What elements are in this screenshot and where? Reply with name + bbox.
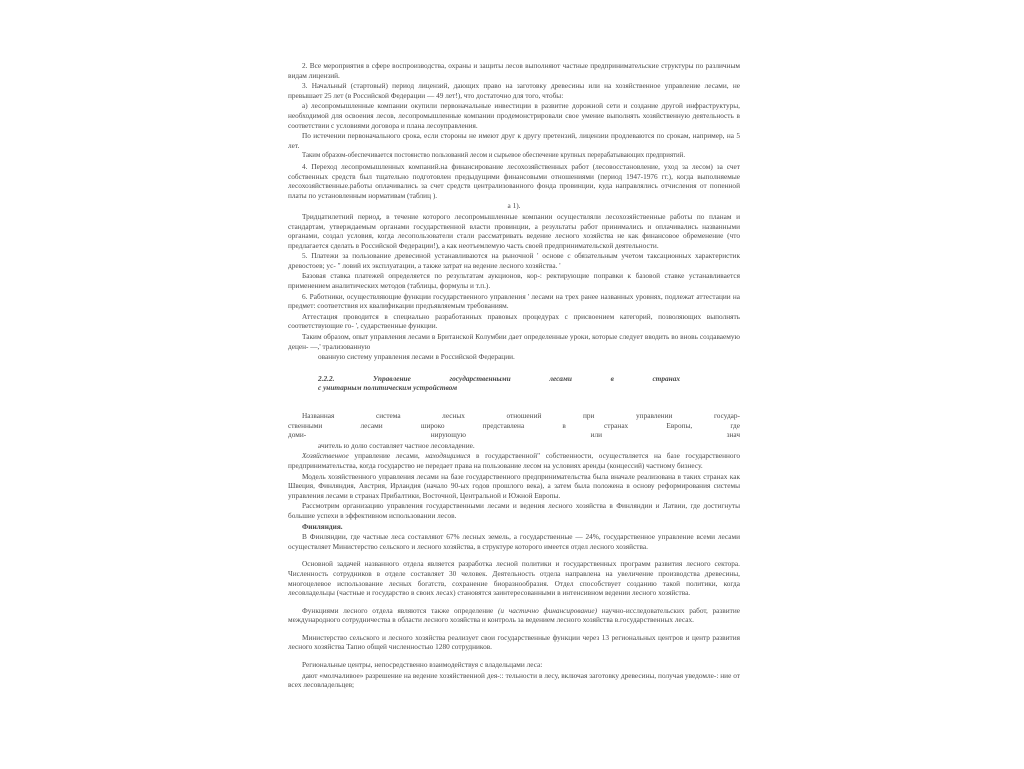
- paragraph: Таким образом-обеспечивается постоянство пользований лесом и сырьевое обеспечение крупных перерабатывающих предприятий.: [302, 152, 686, 160]
- paragraph: Региональные центры, непосредственно взаимодействуя с владельцами леса:: [302, 660, 543, 670]
- heading-word: странах: [652, 373, 680, 383]
- text: научно-исследовательских работ, развитие международного сотрудничества в области лесного хозяйства и контроль за ведением лесного хозяйства в.государственных лесах.: [288, 605, 740, 625]
- document-page: [288, 61, 740, 691]
- paragraph: 5. Платежи за пользование древесиной устанавливаются на рыночной ' основе с обязательным учетом таксационных характеристик древостоев; ус- " ловий их эксплуатации, а также затрат на ведение лесного хозяйства. ': [288, 251, 740, 270]
- text: в государственной" собственности, осуществляется на базе государственного предпринимательства, когда государство не передает права на пользование лесом на условиях аренды (концессий) частному бизнесу.: [288, 451, 740, 470]
- paragraph: 2. Все мероприятия в сфере воспроизводства, охраны и защиты лесов выполняют частные предпринимательские структуры по различным видам лицензий.: [288, 61, 740, 80]
- emphasis: находящимися: [425, 451, 471, 461]
- paragraph: Аттестация проводится в специально разработанных правовых процедурах с присвоением категорий, позволяющих выполнять соответствующие го- ', сударственные функции.: [288, 311, 740, 331]
- paragraph: а) лесопромышленные компании окупили первоначальные инвестиции в развитие дорожной сети и создание другой инфраструктуры, необходимой для освоения лесов, лесопромышленные компании продемонстрировали свое умение выполнять хозяйственную деятельность в соответствии с условиями договора и плана лесоуправления.: [288, 101, 740, 130]
- paragraph: ованную систему управления лесами в Российской Федерации.: [318, 352, 515, 362]
- paragraph: По истечении первоначального срока, если стороны не имеют друг к другу претензий, лицензии продлеваются по срокам, например, на 5 лет.: [288, 131, 740, 150]
- paragraph: [288, 451, 740, 470]
- paragraph: Названная система лесных отношений при управлении государ- ственными лесами широко представлена в странах Европы, где доми- нирующую или знач: [288, 411, 740, 440]
- paragraph: Основной задачей названного отдела является разработка лесной политики и государственных программ развития лесного сектора. Численность сотрудников в отделе составляет 30 человек. Деятельность отдела направлена на увеличение производства древесины, многоцелевое использование лесных богатств, сохранение биоразнообразия. Отдел способствует созданию такой политики, когда лесовладельцы (частные и государство в своих лесах) становятся заинтересованными в интенсивном ведении лесного хозяйства.: [288, 559, 740, 598]
- paragraph: Тридцатилетний период, в течение которого лесопромышленные компании осуществляли лесохозяйственные работы по планам и стандартам, утверждаемым органами государственной власти провинции, а результаты работ принимались и оплачивались названными органами, создал условия, когда лесопользователи стали рассматривать ведение лесного хозяйства не как финансовое обременение (что предлагается сделать в Российской Федерации!), а как неотъемлемую часть своей предпринимательской деятельности.: [288, 211, 740, 250]
- paragraph: Модель хозяйственного управления лесами на базе государственного предпринимательства была вначале реализована в таких странах как Швеция, Финляндия, Австрия, Ирландия (начало 90-ых годов прошлого века), а затем была положена в основу реформирования системы управления лесами в странах Прибалтики, Восточной, Центральной и Южной Европы.: [288, 471, 740, 500]
- paragraph: а 1).: [507, 201, 521, 211]
- section-heading: [288, 374, 740, 393]
- paragraph: 6. Работники, осуществляющие функции государственного управления ' лесами на трех ранее названных уровнях, подлежат аттестации на предмет: соответствия их квалификации предъявляемым требованиям.: [288, 291, 740, 311]
- paragraph: ачитель ю долю составляет частное лесовладение.: [318, 440, 475, 450]
- paragraph: Таким образом, опыт управления лесами в Британской Колумбии дает определенные уроки, которые следует вводить во вновь создаваемую децен- —,' трализованную: [288, 332, 740, 351]
- paragraph: 3. Начальный (стартовый) период лицензий, дающих право на заготовку древесины или на хозяйственное управление лесами, не превышает 25 лет (в Российской Федерации — 49 лет!), что достаточно для того, чтобы:: [288, 81, 740, 100]
- subheading-finland: Финляндия.: [302, 521, 343, 531]
- paragraph: Рассмотрим организацию управления государственными лесами и ведения лесного хозяйства в Финляндии и Латвии, где достигнуты большие успехи в эффективном использовании лесов.: [288, 501, 740, 520]
- text: управление лесами,: [348, 451, 426, 461]
- text: Функциями лесного отдела являются также определение: [302, 605, 498, 615]
- emphasis: (и частично финансирование): [497, 605, 598, 615]
- paragraph: дают «молчаливое» разрешение на ведение хозяйственной дея-:: тельности в лесу, включая заготовку древесины, получая уведомле-: ние от всех лесовладельцев;: [288, 670, 740, 690]
- emphasis: Хозяйственное: [302, 451, 349, 461]
- heading-word: лесами: [549, 373, 572, 383]
- paragraph: Министерство сельского и лесного хозяйства реализует свои государственные функции через 13 региональных центров и центр развития лесного хозяйства Тапио общей численностью 1280 сотрудников.: [288, 632, 740, 652]
- paragraph: Базовая ставка платежей определяется по результатам аукционов, кор-: ректирующие поправки к базовой ставке устанавливается применением аналитических методов (таблицы, формулы и т.п.).: [288, 271, 740, 291]
- paragraph: В Финляндии, где частные леса составляют 67% лесных земель, а государственные — 24%, государственное управление всеми лесами осуществляет Министерство сельского и лесного хозяйства, в структуре которого имеется отдел лесного хозяйства.: [288, 532, 740, 551]
- heading-line-2: с унитарным политическим устройством: [318, 383, 458, 393]
- heading-number: 2.2.2.: [318, 373, 335, 383]
- heading-word: Управление: [373, 373, 411, 383]
- heading-word: государственными: [449, 373, 511, 383]
- heading-word: в: [610, 373, 614, 383]
- paragraph: [288, 606, 740, 625]
- paragraph: 4. Переход лесопромышленных компаний.на финансирование лесохозяйственных работ (лесовосстановление, уход за лесом) за счет собственных средств был тщательно подготовлен предыдущими финансовыми отношениями (период 1947-1976 гг.), когда выполняемые лесохозяйственные.работы оплачивались за счет средств централизованного фонда провинции, куда направлялись отчисления от попенной платы по установленным нормативам (таблиц ).: [288, 161, 740, 200]
